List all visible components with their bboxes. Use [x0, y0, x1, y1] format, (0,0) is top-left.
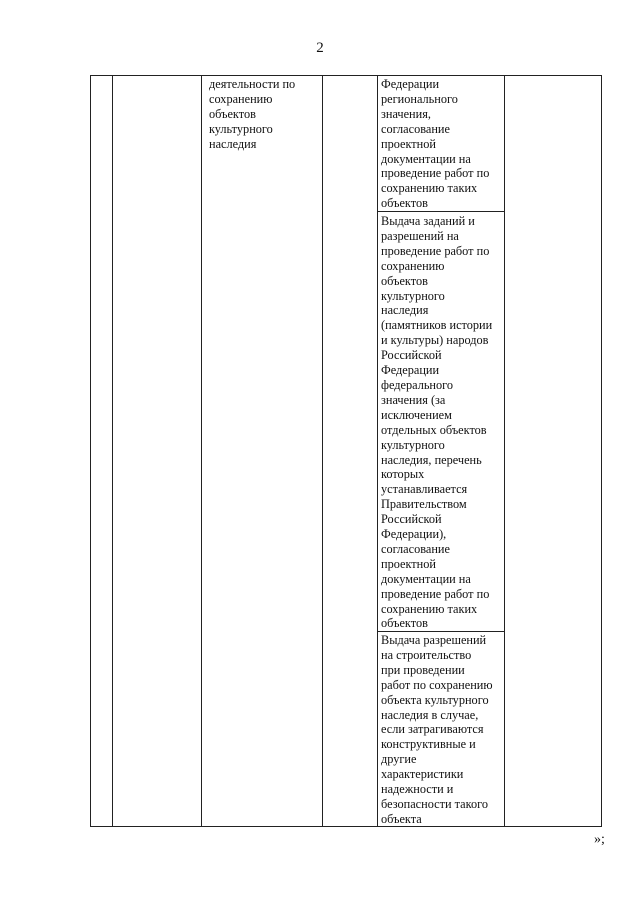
table-border-left [90, 75, 91, 827]
table-border-bottom [90, 826, 602, 827]
closing-quote-mark: »; [594, 832, 605, 847]
table-border-right [601, 75, 602, 827]
column-divider [377, 75, 378, 827]
page-number: 2 [316, 40, 324, 56]
document-table [90, 75, 602, 827]
column-divider [112, 75, 113, 827]
table-border-top [90, 75, 602, 76]
power-cell-text: Выдача разрешений на строительство при проведении работ по сохранению объекта культурного наследия в случае, если затрагиваются конструктивные и другие характеристики надежности и безопасности такого объекта [381, 633, 493, 826]
column-divider [322, 75, 323, 827]
power-cell-text: Федерации регионального значения, согласование проектной документации на проведение работ по сохранению таких объектов [381, 77, 490, 211]
activity-cell-text: деятельности по сохранению объектов культурного наследия [209, 77, 296, 151]
column-divider [201, 75, 202, 827]
power-cell-text: Выдача заданий и разрешений на проведение работ по сохранению объектов культурного наследия (памятников истории и культуры) народов Российской Федерации федерального значения (за исключением отдельных объектов культурного наследия, перечень которых устанавливается Правительством Российской Федерации), согласование проектной документации на проведение работ по сохранению таких объектов [381, 214, 493, 631]
column-divider [504, 75, 505, 827]
